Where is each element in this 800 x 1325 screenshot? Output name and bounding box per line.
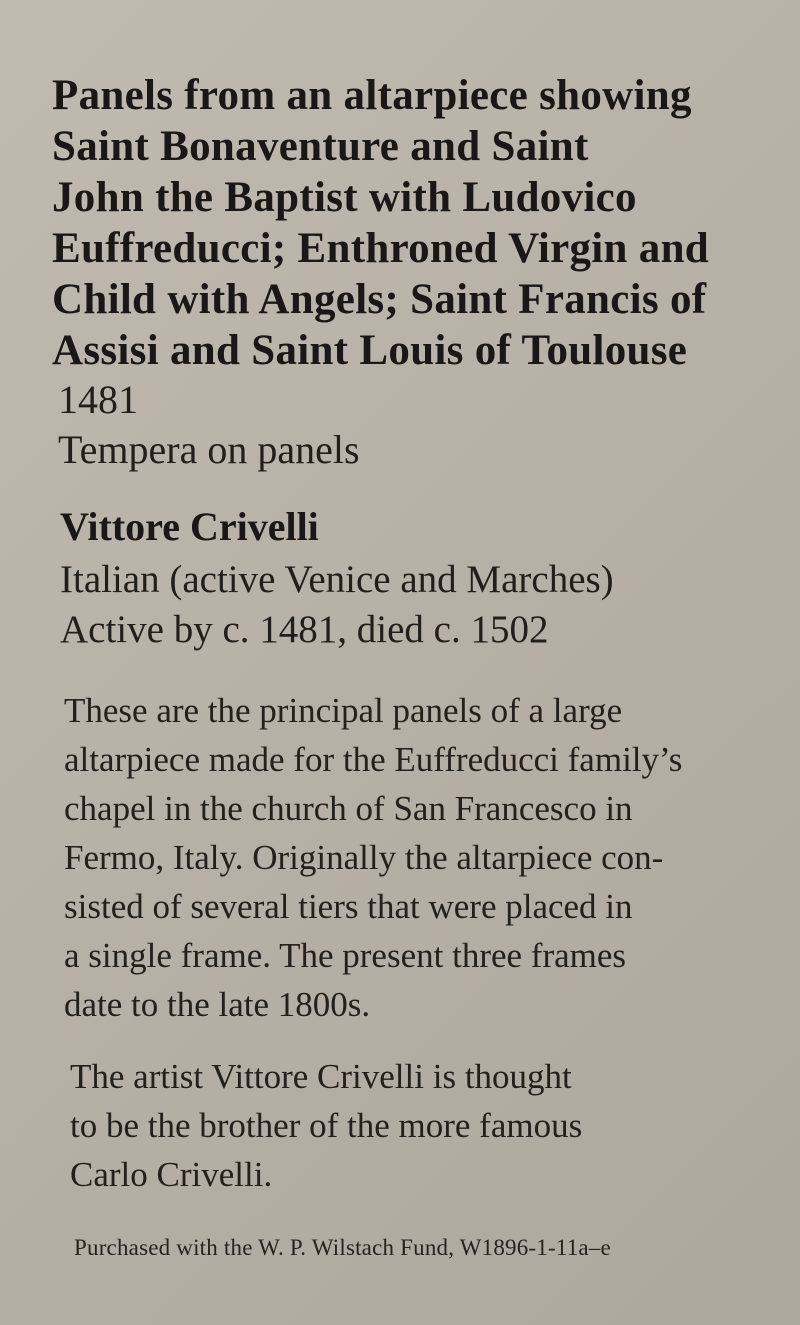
title-line: Assisi and Saint Louis of Toulouse (52, 327, 688, 374)
description-line: sisted of several tiers that were placed in (64, 887, 633, 926)
description-line: altarpiece made for the Euffreducci family’s (64, 740, 683, 779)
description-line: a single frame. The present three frames (64, 936, 627, 975)
description-line: Fermo, Italy. Originally the altarpiece con- (64, 838, 664, 877)
artwork-medium: Tempera on panels (58, 427, 360, 472)
note-paragraph (70, 1052, 770, 1199)
artist-name: Vittore Crivelli (60, 504, 319, 549)
artwork-title (52, 70, 772, 376)
title-line: Saint Bonaventure and Saint (52, 123, 589, 170)
description-line: These are the principal panels of a large (64, 691, 623, 730)
artist-dates: Active by c. 1481, died c. 1502 (60, 608, 549, 651)
description-line: chapel in the church of San Francesco in (64, 789, 633, 828)
note-line: to be the brother of the more famous (70, 1106, 583, 1145)
credit-line: Purchased with the W. P. Wilstach Fund, W1896-1-11a–e (74, 1235, 611, 1260)
title-line: Child with Angels; Saint Francis of (52, 276, 707, 323)
note-line: Carlo Crivelli. (70, 1155, 273, 1194)
description-paragraph (64, 686, 764, 1029)
artwork-date: 1481 (58, 377, 138, 422)
title-line: Panels from an altarpiece showing (52, 72, 692, 119)
note-line: The artist Vittore Crivelli is thought (70, 1057, 572, 1096)
title-line: Euffreducci; Enthroned Virgin and (52, 225, 709, 272)
title-line: John the Baptist with Ludovico (52, 174, 637, 221)
artist-nationality: Italian (active Venice and Marches) (60, 558, 614, 601)
description-line: date to the late 1800s. (64, 985, 371, 1024)
